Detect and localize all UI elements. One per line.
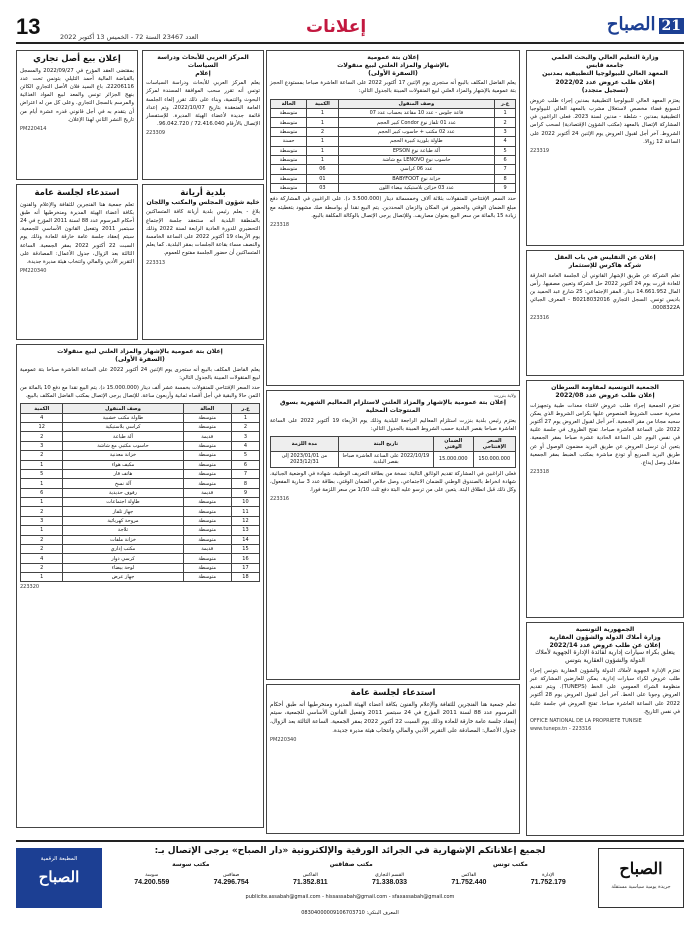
ad-subtitle: (السفرة الأولى) — [368, 69, 418, 77]
table-cell: 1 — [21, 460, 63, 469]
column-header: الكمية — [307, 99, 339, 108]
column-header: وصف المنقول — [63, 404, 183, 413]
ad-title: إعلان بتة عمومية — [367, 54, 419, 61]
footer-logo-line: جريدة يومية سياسية مستقلة — [611, 884, 671, 890]
ad-title: استدعاء لجلسة عامة — [350, 688, 436, 698]
left-column — [16, 50, 264, 836]
ad-public-auction-2 — [16, 344, 264, 828]
footer-logo-line: الصباح — [619, 859, 663, 878]
column-header: الحالة — [271, 99, 307, 108]
table-cell: 4 — [21, 413, 63, 422]
table-cell: متوسطة — [183, 441, 231, 450]
ad-org: وزارة أملاك الدولة والشؤون العقارية — [549, 633, 661, 641]
table-cell: خزانة نوع BABYFOOT — [338, 174, 494, 183]
ad-subtitle: (السفرة الأولى) — [115, 355, 165, 363]
table-row — [271, 118, 516, 127]
contact-label: الفاكس — [461, 873, 477, 878]
ad-title: بالإشهار والمزاد العلني لبيع منقولات — [337, 61, 449, 69]
contact-label: الفاكس — [302, 873, 318, 878]
ad-code: 223320 — [20, 584, 40, 591]
table-cell: 4 — [231, 441, 259, 450]
footer-logo-line: الصباح — [38, 868, 80, 886]
concession-table — [270, 436, 516, 468]
table-row — [21, 423, 260, 432]
ad-body: بلاغ - يعلم رئيس بلدية أريانة كافة المتساكنين بالمنطقة البلدية أنه ستنعقد جلسة الإجتماع التحضيري للدورة العادية الرابعة لسنة 2022 وذلك يوم الأربعاء 19 أكتوبر 2022 على الساعة الخامسة والنصف مساء بقاعة الجلسات بمقر البلدية. كما يعلم المتساكنين أن حضور الجلسة مفتوح للعموم. — [146, 209, 261, 257]
table-row — [271, 165, 516, 174]
table-cell: مكتب إداري — [63, 544, 183, 553]
table-cell: 15 — [231, 544, 259, 553]
table-cell: هاتف قار — [63, 469, 183, 478]
contact-item — [134, 872, 169, 886]
table-cell: 3 — [495, 127, 516, 136]
table-cell: 8 — [231, 479, 259, 488]
table-cell: 3 — [231, 432, 259, 441]
table-row — [21, 563, 260, 572]
table-cell: متوسطة — [271, 146, 307, 155]
table-row — [21, 526, 260, 535]
ad-title: بلدية أريانة — [180, 188, 226, 198]
ad-general-assembly — [266, 684, 520, 834]
contact-label: الإدارة — [542, 873, 555, 878]
ad-company-dissolution — [526, 250, 684, 376]
phone-number: 71.752.440 — [451, 879, 487, 887]
table-row — [21, 554, 260, 563]
table-cell: 3 — [21, 516, 63, 525]
contact-item — [372, 872, 407, 886]
column-header: ع.ر — [495, 99, 516, 108]
ad-body: حدد السعر الإفتتاحي للمنقولات بخمسة عشر ألف دينار (15.000.000 د). يتم البيع نقدا مع دفع 10 بالمائة من الثمن حالا والبقية في أجل أقصاه ثمانية وأربعون ساعة. للإتصال يرجى الإتصال بمكتب الفاضل المكلف بالبيع. — [20, 384, 260, 400]
ad-title: إعلان بتة عمومية بالإشهار والمزاد العلني لاستلزام المعاليم الشهرية بسوق المنتوجات المحلية — [280, 399, 506, 414]
ad-code: 223318 — [270, 222, 290, 229]
ad-subtitle: يتعلق بكراء سيارات إدارية لفائدة الإدارة الجهوية لأملاك الدولة والشؤون العقارية بتونس — [535, 649, 675, 664]
ad-body: تعلم جمعية هنا الفنجرين للثقافة والإعلام والفنون بكافة أعضاء الهيئة المديرة ومنخرطيها أنه طبق أحكام المرسوم عدد 88 لسنة 2011 المؤرخ في 24 سبتمبر 2011 وتفعيل القانون الأساسي للجمعية، سيتم إنعقاد جلسة عامة خارقة للعادة وذلك يوم السبت 22 أكتوبر 2022 بمقر الجمعية. الساعة الثالثة بعد الزوال، جدول الأعمال: المصادقة على التقرير الأدبي والمالي وانتخاب هيئة مديرة جديدة. — [20, 201, 135, 266]
auction-items-table — [20, 403, 260, 582]
phone-number: 71.352.811 — [293, 879, 328, 887]
table-cell: جهاز عرض — [63, 573, 183, 582]
table-cell: 16 — [231, 554, 259, 563]
table-cell: قديمة — [183, 488, 231, 497]
table-cell: آلة طباعة نوع EPSON — [338, 146, 494, 155]
ad-office: OFFICE NATIONAL DE LA PROPRIETE TUNISIE — [530, 717, 642, 724]
table-row — [21, 432, 260, 441]
table-cell: 4 — [495, 137, 516, 146]
ad-higher-education — [526, 50, 684, 246]
ad-title: إعلان بتة عمومية بالإشهار والمزاد العلني لبيع منقولات — [57, 348, 223, 355]
table-cell: 01 — [307, 174, 339, 183]
table-row — [21, 479, 260, 488]
table-cell: 2 — [21, 451, 63, 460]
ad-title: إعلان بيع أصل تجاري — [33, 54, 121, 64]
table-cell: 7 — [495, 165, 516, 174]
table-cell: متوسطة — [271, 127, 307, 136]
contact-item — [214, 872, 249, 886]
ad-org: المعهد العالي للبيولوجيا التطبيقية بمدنين — [542, 69, 668, 77]
ad-code: PM220340 — [20, 268, 47, 275]
footer-offices — [112, 861, 588, 868]
table-row — [21, 451, 260, 460]
table-cell: متوسطة — [183, 554, 231, 563]
ad-body: يعتزم المعهد العالي للبيولوجيا التطبيقية بمدنين إجراء طلب عروض لتسويغ فضاء مخصص لاستغلال مشرب بالمعهد العالي للبيولوجيا التطبيقية بمدنين - شلطة - مدنين لسنة 2023. فعلى الراغبين في المشاركة الإتصال بالمعهد (مكتب الشؤون الإقتصادية) لسحب كراس الشروط. آخر أجل لقبول العروض يوم الإثنين 24 أكتوبر 2022 على الساعة 12 زوالا. — [530, 97, 681, 145]
ad-body: تعلم جمعية هنا الفنجرين للثقافة والإعلام والفنون بكافة أعضاء الهيئة المديرة ومنخرطيها أنه طبق أحكام المرسوم عدد 88 لسنة 2011 المؤرخ في 24 سبتمبر 2011 وتفعيل القانون الأساسي للجمعية، سيتم إنعقاد جلسة عامة خارقة للعادة وذلك يوم السبت 22 أكتوبر 2022 بمقر الجمعية. الساعة الثالثة بعد الزوال، جدول الأعمال: المصادقة على التقرير الأدبي والمالي وانتخاب هيئة مديرة جديدة. — [270, 701, 516, 734]
table-cell: متوسطة — [183, 507, 231, 516]
table-cell: مكيف هواء — [63, 460, 183, 469]
table-cell: متوسطة — [183, 469, 231, 478]
ad-code: 223318 — [530, 469, 550, 476]
table-cell: من 2023/01/01 إلى 2023/12/31 — [271, 452, 339, 467]
table-row — [21, 441, 260, 450]
table-body — [271, 452, 516, 467]
table-cell: 10 — [231, 498, 259, 507]
table-row — [21, 544, 260, 553]
table-cell: عدد 01 تلفاز نوع Condor كبير الحجم — [338, 118, 494, 127]
ad-public-auction-1 — [266, 50, 520, 386]
table-row — [21, 460, 260, 469]
issue-date: العدد 23467 السنة 72 - الخميس 13 أكتوبر 2022 — [60, 33, 199, 41]
ad-code: 223316 — [270, 496, 290, 503]
table-cell: 2 — [495, 118, 516, 127]
table-cell: 6 — [231, 460, 259, 469]
middle-column — [266, 50, 520, 836]
table-cell: متوسطة — [183, 423, 231, 432]
table-cell: 1 — [21, 526, 63, 535]
table-header-row — [21, 404, 260, 413]
table-cell: 7 — [231, 469, 259, 478]
table-cell: 2 — [21, 432, 63, 441]
ad-business-sale — [16, 50, 138, 180]
table-cell: متوسطة — [183, 516, 231, 525]
ad-code: 223313 — [146, 259, 166, 266]
table-cell: 1 — [307, 146, 339, 155]
table-cell: قديمة — [183, 432, 231, 441]
table-cell: 1 — [21, 573, 63, 582]
table-cell: متوسطة — [183, 413, 231, 422]
ad-body: تعتزم الجمعية إجراء طلب عروض لاقتناء معدات طبية وتجهيزات مخبرية حسب الشروط المنصوص عليها بكراس الشروط الذي يمكن سحبه مجانا من مقر الجمعية. آخر أجل لقبول العروض يوم 27 أكتوبر 2022 على الساعة العاشرة صباحا. تفتح الظروف في جلسة علنية في نفس اليوم على الساعة الحادية عشرة صباحا بمقر الجمعية. يتعين أن ترسل العروض عن طريق البريد مضمون الوصول أو عن طريق البريد السريع أو تودع مباشرة بمكتب الضبط بمقر الجمعية مقابل وصل إيداع. — [530, 402, 680, 466]
contact-item — [531, 872, 566, 886]
contact-label: سوسة — [145, 873, 159, 878]
column-header: مدة اللزمة — [271, 436, 339, 451]
ad-subtitle: (تسجيل متجدد) — [581, 87, 629, 94]
column-header: الكمية — [21, 404, 63, 413]
bank-account: المعرف البنكي: 08304000009106703710 — [301, 910, 399, 916]
table-cell: 1 — [21, 479, 63, 488]
table-cell: متوسطة — [183, 479, 231, 488]
phone-number: 74.200.559 — [134, 879, 170, 887]
table-cell: حاسوب مكتبي مع شاشة — [63, 441, 183, 450]
ad-title: إعلان طلب عروض عدد 2022/08 — [555, 391, 655, 399]
table-cell: طاولة بلورية كبيرة الحجم — [338, 137, 494, 146]
newspaper-logo — [607, 14, 684, 35]
ad-code: PM220340 — [270, 737, 297, 744]
office-label: مكتب صفاقس — [329, 861, 373, 868]
table-cell: 9 — [495, 184, 516, 193]
table-cell: متوسطة — [271, 165, 307, 174]
phone-number: 71.338.033 — [372, 879, 408, 887]
ad-org: وزارة التعليم العالي والبحث العلمي — [551, 54, 659, 61]
office-label: مكتب تونس — [493, 861, 528, 868]
footer-newspaper-logo — [598, 848, 684, 908]
table-cell: متوسطة — [271, 184, 307, 193]
table-cell: 1 — [231, 413, 259, 422]
table-cell: 9 — [231, 488, 259, 497]
table-cell: 14 — [231, 535, 259, 544]
table-cell: متوسطة — [183, 460, 231, 469]
table-cell: حسنة — [271, 137, 307, 146]
ad-org: إعلان عن التفليس في باب العقل — [554, 254, 656, 261]
table-cell: 1 — [495, 109, 516, 118]
table-row — [21, 535, 260, 544]
footer-headline: لجميع إعلاناتكم الإشهارية في الجرائد الورقية والإلكترونية «دار الصباح» يرجى الإتصال بـ: — [154, 846, 546, 856]
contact-item — [293, 872, 328, 886]
table-row — [21, 469, 260, 478]
ad-title: شركة هاكرس للإستثمار — [568, 261, 642, 269]
table-row — [271, 137, 516, 146]
table-cell: 2 — [307, 127, 339, 136]
table-cell: طاولة اجتماعات — [63, 498, 183, 507]
ad-org: الجمعية التونسية لمقاومة السرطان — [551, 384, 659, 391]
table-row — [21, 413, 260, 422]
ad-title: المركز العربي للأبحاث ودراسة السياسات — [157, 54, 249, 69]
table-cell: كرسي دوار — [63, 554, 183, 563]
ad-intro: يعتزم رئيس بلدية بنزرت استلزام المعاليم الراجعة للبلدية وذلك يوم الأربعاء 19 أكتوبر 2022 على الساعة العاشرة صباحا بقصر البلدية حسب الشروط المبينة بالجدول التالي: — [270, 417, 516, 432]
auction-table — [270, 99, 516, 194]
table-cell: خزانة معدنية — [63, 451, 183, 460]
ad-bizerte-municipality — [266, 390, 520, 680]
table-header-row — [271, 436, 516, 451]
table-row — [21, 516, 260, 525]
table-cell: 5 — [21, 469, 63, 478]
table-cell: 2 — [21, 535, 63, 544]
table-row — [271, 452, 516, 467]
table-cell: 5 — [231, 451, 259, 460]
table-cell: 8 — [495, 174, 516, 183]
table-cell: متوسطة — [183, 498, 231, 507]
table-cell: خزانة ملفات — [63, 535, 183, 544]
table-cell: 13 — [231, 526, 259, 535]
ad-subtitle: خلية شؤون المجلس والمكتب واللجان — [146, 198, 260, 206]
table-cell: 12 — [231, 516, 259, 525]
table-cell: متوسطة — [271, 155, 307, 164]
table-cell: آلة نسخ — [63, 479, 183, 488]
column-header: وصف المنقول — [338, 99, 494, 108]
table-cell: 5 — [495, 146, 516, 155]
table-cell: 12 — [21, 423, 63, 432]
ad-state-property — [526, 622, 684, 836]
page-number: 13 — [16, 14, 41, 39]
table-cell: متوسطة — [271, 174, 307, 183]
ad-tag: ولاية بنزرت — [494, 394, 516, 399]
table-row — [21, 488, 260, 497]
ad-code: 223319 — [530, 147, 550, 154]
table-cell: كراسي بلاستيكية — [63, 423, 183, 432]
table-row — [271, 127, 516, 136]
table-cell: 1 — [307, 155, 339, 164]
table-cell: 2 — [21, 563, 63, 572]
ad-code: PM220414 — [20, 126, 47, 133]
phone-number: 74.296.754 — [213, 879, 249, 887]
table-cell: 1 — [307, 118, 339, 127]
table-row — [21, 498, 260, 507]
ad-body: تعلم الشركة عن طريق الإشهار القانوني أن الجلسة العامة الخارقة للعادة قررت يوم 24 أكتوبر 2022 حل الشركة وتعيين مصفيها. رأس المال 14.661.952 دينار. المقر الإجتماعي: 25 شارع عبد الحميد بن باديس تونس. السجل التجاري B0218032016 - المعرف الجبائي 0008322A. — [530, 272, 681, 312]
phone-number: 71.752.179 — [530, 879, 566, 887]
table-row — [21, 507, 260, 516]
table-cell: 4 — [21, 554, 63, 563]
table-cell: 2022/10/19 على الساعة العاشرة صباحا بقصر البلدية — [338, 452, 433, 467]
ad-body: فعلى الراغبين في المشاركة تقديم الوثائق التالية: نسخة من بطاقة التعريف الوطنية، شهادة في الوضعية الجبائية، شهادة انخراط بالصندوق الوطني للضمان الاجتماعي، وصل خلاص الضمان الوقتي، بطاقة عدد 3 سارية المفعول، وكل ذلك قبل انطلاق البتة. يتعين على من ترسو عليه البتة دفع ثلث 1/10 من سعر اللزمة فورا. — [270, 470, 516, 494]
table-cell: قديمة — [183, 544, 231, 553]
table-cell: 18 — [231, 573, 259, 582]
table-cell: 1 — [307, 137, 339, 146]
table-cell: 15.000.000 — [433, 452, 473, 467]
ad-title: إعلان عن طلب عروض عدد 2022/14 — [549, 641, 661, 649]
table-cell: متوسطة — [183, 535, 231, 544]
table-cell: 1 — [21, 498, 63, 507]
ad-cancer-association — [526, 380, 684, 618]
table-cell: 17 — [231, 563, 259, 572]
ad-body: بمقتضى العقد المؤرخ في 2022/09/27 والمسجل بالقباضة المالية أحمد التليلي بتونس تحت عدد 22206116، باع السيد فلان الأصل التجاري الكائن بنهج الجزائر تونس والمعد لبيع المواد الغذائية والمرسم بالسجل التجاري. وعلى كل من له اعتراض أن يتقدم به في أجل قانوني قدره عشرة أيام من تاريخ النشر الثاني لهذا الإعلان. — [20, 67, 135, 123]
table-cell: 6 — [21, 488, 63, 497]
page-header — [16, 14, 684, 44]
table-row — [271, 174, 516, 183]
ad-body: تعتزم الإدارة الجهوية لأملاك الدولة والشؤون العقارية بتونس إجراء طلب عروض لكراء سيارات إدارية. يمكن للعارضين المشاركة عبر منظومة الشراء العمومي على الخط (TUNEPS). ويتم تقديم العروض وجوبا على الخط. آخر أجل لقبول العروض يوم 28 أكتوبر 2022 على الساعة العاشرة صباحا. تفتح العروض في جلسة علنية في نفس التاريخ. — [530, 667, 680, 715]
table-cell: 3 — [21, 441, 63, 450]
digital-print-logo — [16, 848, 102, 908]
ad-general-assembly-left — [16, 184, 138, 340]
table-cell: متوسطة — [271, 109, 307, 118]
table-cell: متوسطة — [271, 118, 307, 127]
ad-code: 223309 — [146, 130, 166, 137]
table-cell: مروحة كهربائية — [63, 516, 183, 525]
table-cell: متوسطة — [183, 526, 231, 535]
ad-intro: يعلم الفاضل المكلف بالبيع أنه ستجرى يوم الإثنين 17 أكتوبر 2022 على الساعة العاشرة صباحا بمستودع الحجز بتة عمومية بالإشهار والمزاد العلني لبيع المنقولات المبينة بالجدول التالي: — [270, 80, 517, 95]
page-footer — [16, 840, 684, 920]
table-cell: قاعة جلوس - عدد 10 مقاعد بحساب عدد 07 — [338, 109, 494, 118]
ad-ariana-municipality — [142, 184, 264, 340]
ad-intro: يعلم الفاضل المكلف بالبيع أنه ستجرى يوم الإثنين 24 أكتوبر 2022 على الساعة العاشرة صباحا بتة عمومية لبيع المنقولات المبينة بالجدول التالي: — [20, 366, 260, 381]
table-cell: 2 — [231, 423, 259, 432]
table-cell: ثلاجة — [63, 526, 183, 535]
logo-text: الصباح — [606, 14, 656, 35]
ad-subtitle: إعلام — [195, 69, 211, 77]
table-cell: عدد 06 كراسي — [338, 165, 494, 174]
logo-mark: 21 — [659, 18, 684, 34]
column-header: السعر الإفتتاحي — [473, 436, 515, 451]
column-header: الضمان الوقتي — [433, 436, 473, 451]
table-row — [271, 155, 516, 164]
ad-title: استدعاء لجلسة عامة — [34, 188, 120, 198]
table-cell: 1 — [307, 109, 339, 118]
table-cell: عدد 03 خزائن بلاستيكية بيضاء اللون — [338, 184, 494, 193]
contact-label: صفاقس — [222, 873, 240, 878]
ad-body: حدد السعر الإفتتاحي للمنقولات بثلاثة آلاف وخمسمائة دينار (3.500.000 د). على الراغبين في المشاركة دفع مبلغ الضمان الوقتي والحضور في المكان والزمان المحددين. يتم البيع نقدا أو بواسطة صك مشهود بتغطيته مع زيادة 15 بالمائة من سعر البيع بعنوان مصاريف. وللإتصال يرجى الإتصال بالوكالة المكلفة بالبيع. — [270, 196, 516, 219]
table-row — [271, 109, 516, 118]
footer-contacts — [112, 872, 588, 886]
table-body — [271, 109, 516, 193]
table-cell: متوسطة — [183, 573, 231, 582]
column-header: الحالة — [183, 404, 231, 413]
table-body — [21, 413, 260, 582]
table-cell: 03 — [307, 184, 339, 193]
contact-item — [451, 872, 486, 886]
ad-arab-center — [142, 50, 264, 180]
table-cell: 11 — [231, 507, 259, 516]
table-cell: لوحة بيضاء — [63, 563, 183, 572]
table-header-row — [271, 99, 516, 108]
table-row — [271, 184, 516, 193]
ad-code: www.tuneps.tn - 223316 — [530, 725, 592, 732]
table-cell: متوسطة — [183, 451, 231, 460]
column-header: تاريخ البتة — [338, 436, 433, 451]
contact-label: القسم التجاري — [374, 873, 405, 878]
ad-code: 223316 — [530, 314, 550, 321]
table-row — [271, 146, 516, 155]
table-cell: 2 — [21, 544, 63, 553]
table-cell: 150.000.000 — [473, 452, 515, 467]
table-cell: حاسوب نوع LENOVO مع شاشة — [338, 155, 494, 164]
column-header: ع.ر — [231, 404, 259, 413]
table-cell: 06 — [307, 165, 339, 174]
ad-body: يعلم المركز العربي للأبحاث ودراسة السياسات تونس أنه تقرر سحب الموافقة المسندة لمركز البحوث والتنمية، وبناء على ذلك تقرر إلغاء الجلسة العامة المنعقدة بتاريخ 2022/10/07، وتم إعداد قائمة جديدة لأعضاء الهيئة المديرة. للإستفسار الإتصال بالأرقام 72.416.040 / 96.042.720. — [146, 80, 260, 128]
footer-logo-line: المطبعة الرقمية — [40, 856, 78, 862]
office-label: مكتب سوسة — [172, 861, 210, 868]
ad-title: إعلان طلب عروض عدد 2022/02 — [555, 79, 655, 87]
table-cell: رفوف حديدية — [63, 488, 183, 497]
table-cell: عدد 02 مكتب + حاسوب كبير الحجم — [338, 127, 494, 136]
table-row — [21, 573, 260, 582]
table-cell: آلة طباعة — [63, 432, 183, 441]
table-cell: 6 — [495, 155, 516, 164]
table-cell: متوسطة — [183, 563, 231, 572]
table-cell: طاولة مكتب خشبية — [63, 413, 183, 422]
table-cell: 2 — [21, 507, 63, 516]
table-cell: جهاز تلفاز — [63, 507, 183, 516]
section-title: إعلانات — [306, 17, 367, 37]
right-column — [526, 50, 684, 836]
footer-emails[interactable]: publicite.assabah@gmail.com - hissassabah@gmail.com - sfaxassabah@gmail.com — [245, 894, 455, 900]
ad-org: جامعة قابس — [586, 61, 624, 69]
ad-org: الجمهورية التونسية — [575, 626, 635, 633]
